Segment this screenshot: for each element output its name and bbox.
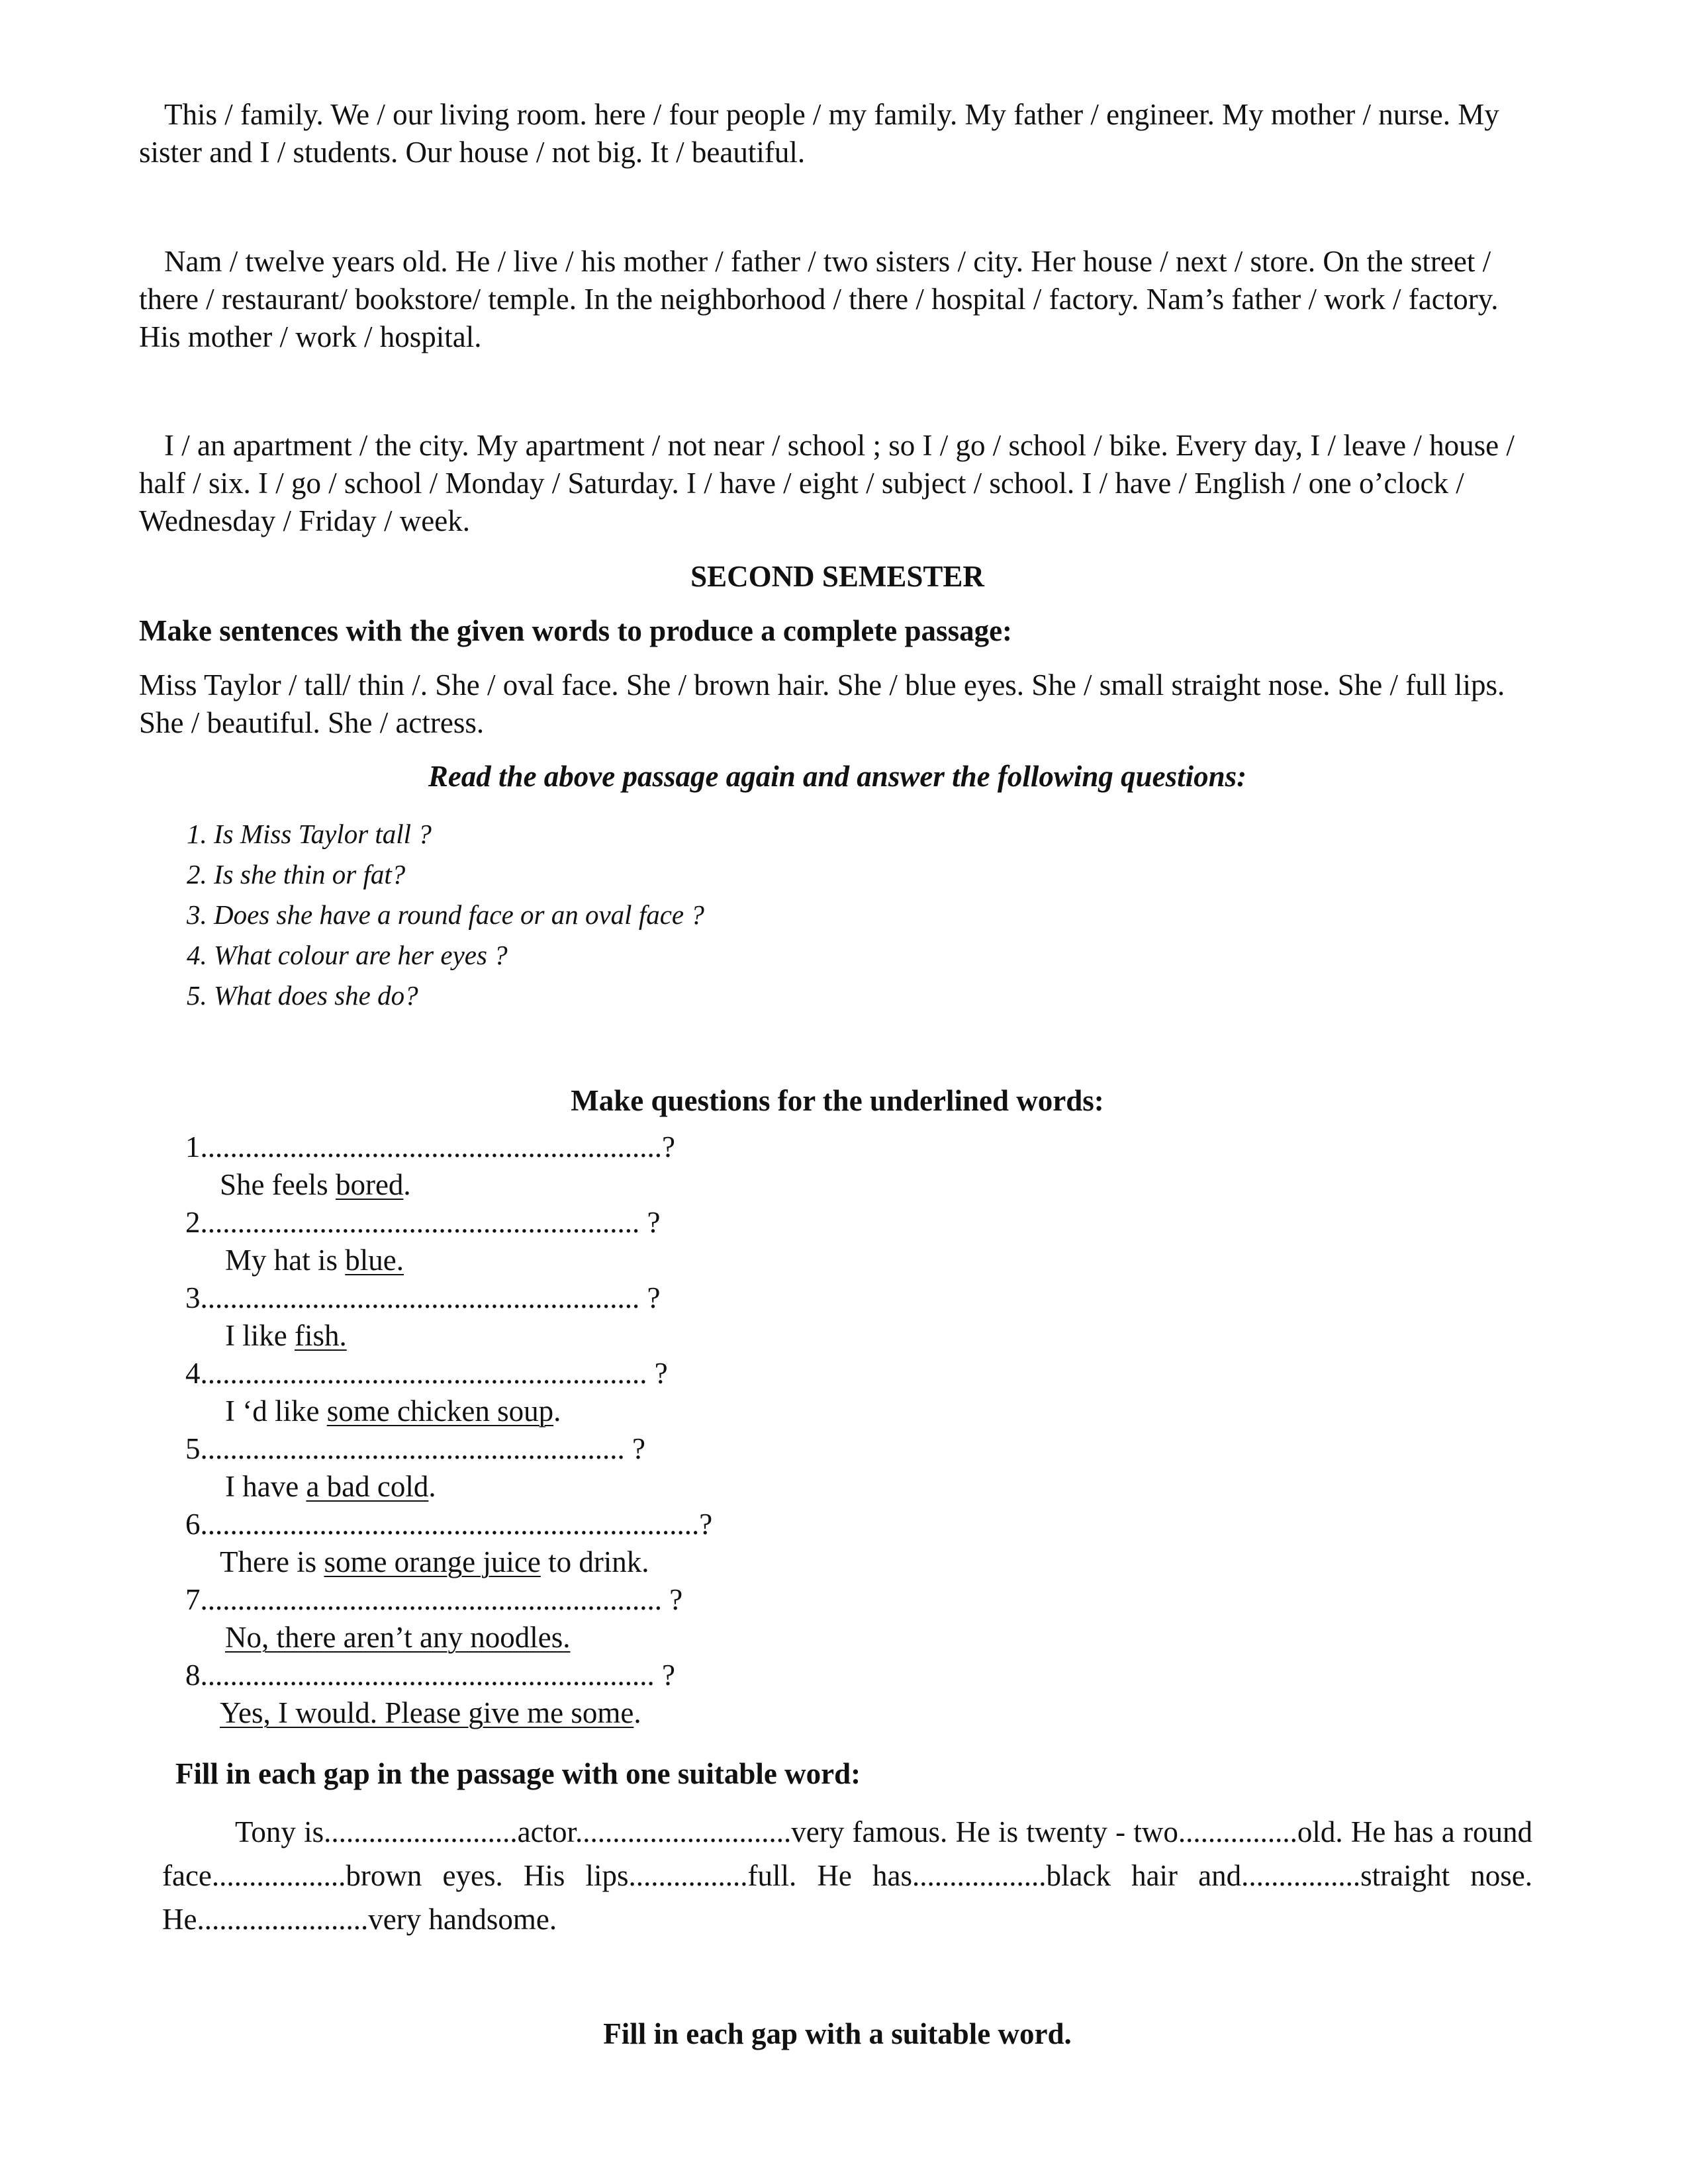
underlined-questions-instruction: Make questions for the underlined words:	[571, 1084, 1104, 1117]
answer-line: She feels bored.	[220, 1168, 411, 1201]
underlined-word: some chicken soup	[326, 1394, 554, 1428]
question-prompt: 5......................................................... ?	[185, 1432, 645, 1465]
question-prompt: 1..............................................................?	[185, 1130, 675, 1163]
semester-heading: SECOND SEMESTER	[690, 560, 984, 593]
list-item: 5. What does she do?	[187, 980, 418, 1011]
underlined-word: a bad cold	[306, 1470, 429, 1503]
answer-line: Yes, I would. Please give me some.	[220, 1696, 641, 1729]
answer-line: I ‘d like some chicken soup.	[225, 1394, 561, 1428]
underlined-word: some orange juice	[324, 1545, 541, 1578]
question-item-6	[185, 1506, 712, 1581]
answer-line: There is some orange juice to drink.	[220, 1545, 649, 1578]
list-item: 4. What colour are her eyes ?	[187, 940, 508, 970]
paragraph-nam: Nam / twelve years old. He / live / his mother / father / two sisters / city. Her house / next / store. On the street / there / restaurant/ bookstore/ temple. In the neighborhood / there / hospital / factory. Nam’s father / work / factory. His mother / work / hospital.	[139, 245, 1499, 353]
tony-passage: Tony is..........................actor.............................very famous. He is twenty - two................old. He has a round face..................brown eyes. His lips................full. He has..................black hair and................straight nose. He.......................very handsome.	[162, 1815, 1532, 1936]
list-item: 3. Does she have a round face or an oval face ?	[187, 899, 704, 930]
question-item-8	[185, 1657, 675, 1732]
underlined-word: Yes, I would. Please give me some	[220, 1696, 634, 1729]
fill-gap-passage-instruction: Fill in each gap in the passage with one suitable word:	[175, 1757, 861, 1790]
paragraph-family: This / family. We / our living room. here / four people / my family. My father / engineer. My mother / nurse. My sister and I / students. Our house / not big. It / beautiful.	[139, 98, 1499, 169]
question-prompt: 7.............................................................. ?	[185, 1583, 683, 1616]
question-item-7	[185, 1581, 682, 1657]
read-questions-instruction: Read the above passage again and answer the following questions:	[428, 760, 1247, 793]
underlined-word: No, there aren’t any noodles.	[225, 1621, 571, 1654]
list-item: 2. Is she thin or fat?	[187, 859, 406, 889]
question-item-2	[185, 1204, 660, 1279]
list-item: 1. Is Miss Taylor tall ?	[187, 819, 432, 849]
question-item-3	[185, 1279, 660, 1355]
fill-gap-heading: Fill in each gap with a suitable word.	[603, 2017, 1072, 2050]
answer-line: I have a bad cold.	[225, 1470, 436, 1503]
make-sentences-instruction: Make sentences with the given words to produce a complete passage:	[139, 614, 1013, 647]
question-prompt: 6...................................................................?	[185, 1508, 713, 1541]
read-questions-list	[139, 814, 1536, 1016]
answer-line	[185, 1619, 682, 1657]
underlined-word: bored	[335, 1168, 404, 1201]
question-item-1	[185, 1128, 675, 1204]
question-prompt: 3........................................................... ?	[185, 1281, 661, 1314]
question-prompt: 8............................................................. ?	[185, 1659, 675, 1692]
paragraph-apartment: I / an apartment / the city. My apartment / not near / school ; so I / go / school / bike. Every day, I / leave / house / half / six. I / go / school / Monday / Saturday. I / have / eight / subject / school. I / have / English / one o’clock / Wednesday / Friday / week.	[139, 429, 1515, 537]
answer-line: My hat is blue.	[225, 1244, 404, 1277]
question-prompt: 2........................................................... ?	[185, 1206, 661, 1239]
answer-line: I like fish.	[225, 1319, 347, 1352]
question-item-4	[185, 1355, 668, 1430]
question-item-5	[185, 1430, 645, 1506]
underlined-word: fish.	[294, 1319, 347, 1352]
miss-taylor-passage: Miss Taylor / tall/ thin /. She / oval face. She / brown hair. She / blue eyes. She / small straight nose. She / full lips. She / beautiful. She / actress.	[139, 668, 1505, 739]
underlined-word: blue.	[345, 1244, 404, 1277]
question-prompt: 4............................................................ ?	[185, 1357, 668, 1390]
